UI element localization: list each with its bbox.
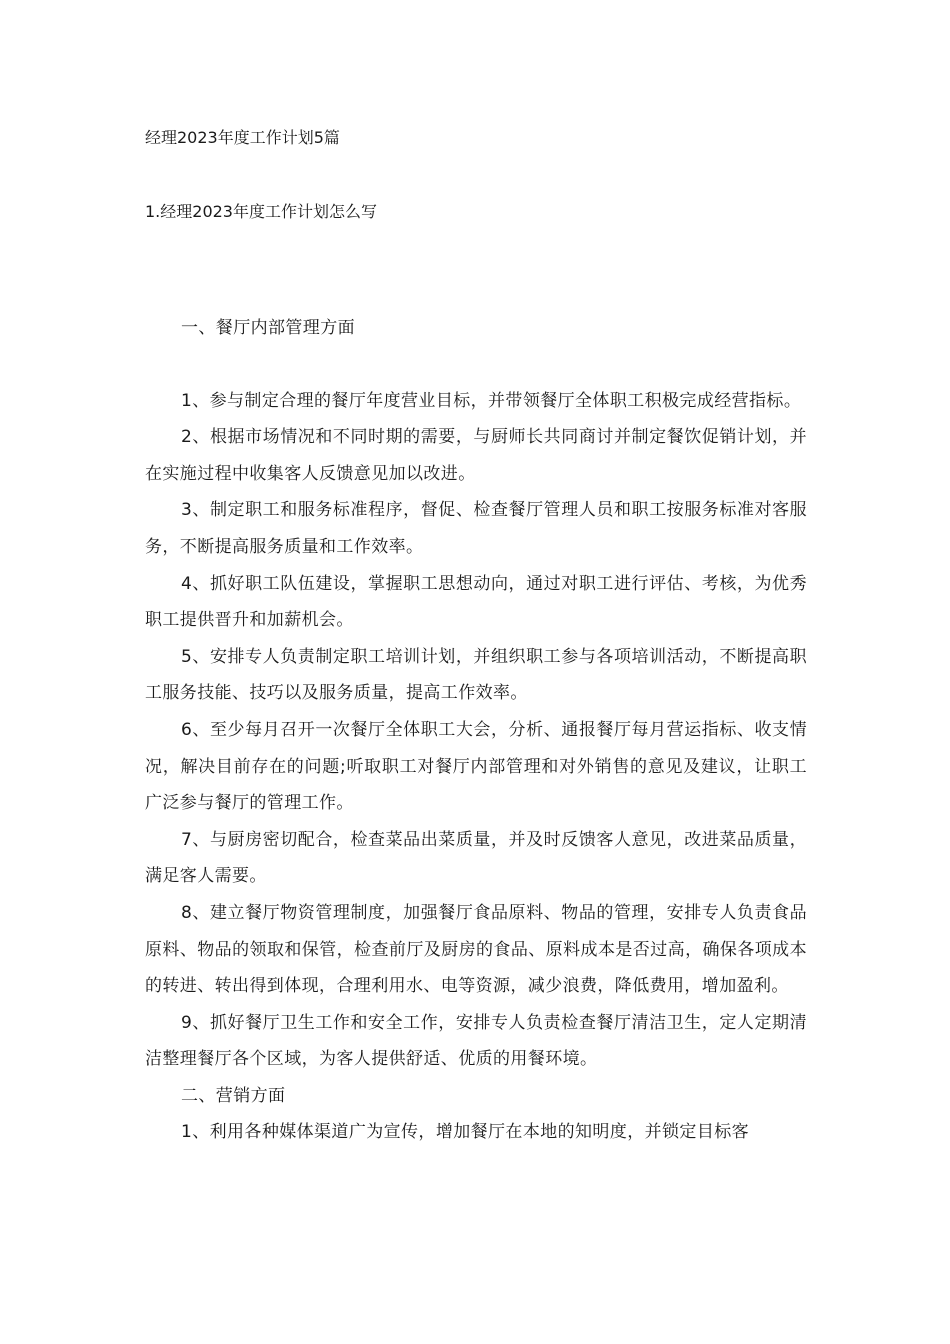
paragraph-marketing-item-1: 1、利用各种媒体渠道广为宣传，增加餐厅在本地的知明度，并锁定目标客: [181, 1122, 750, 1143]
section-heading-internal-management: 一、餐厅内部管理方面: [181, 318, 355, 338]
paragraph-item-2: 2、根据市场情况和不同时期的需要，与厨师长共同商讨并制定餐饮促销计划，并在实施过程中收集客人反馈意见加以改进。: [145, 427, 807, 484]
paragraph-item-7: 7、与厨房密切配合，检查菜品出菜质量，并及时反馈客人意见，改进菜品质量，满足客人需要。: [145, 829, 807, 887]
paragraph-item-5: 5、安排专人负责制定职工培训计划，并组织职工参与各项培训活动，不断提高职工服务技能、技巧以及服务质量，提高工作效率。: [145, 646, 807, 704]
paragraph-item-4: 4、抓好职工队伍建设，掌握职工思想动向，通过对职工进行评估、考核，为优秀职工提供晋升和加薪机会。: [145, 573, 807, 631]
section-spacer: [145, 347, 807, 383]
paragraph-item-6: 6、至少每月召开一次餐厅全体职工大会，分析、通报餐厅每月营运指标、收支情况，解决目前存在的问题;听取职工对餐厅内部管理和对外销售的意见及建议，让职工广泛参与餐厅的管理工作。: [145, 719, 807, 814]
document-subtitle: 1.经理2023年度工作计划怎么写: [145, 202, 377, 221]
section-heading-marketing: 二、营销方面: [181, 1085, 286, 1106]
paragraph-item-3: 3、制定职工和服务标准程序，督促、检查餐厅管理人员和职工按服务标准对客服务，不断提高服务质量和工作效率。: [145, 500, 807, 557]
document-title: 经理2023年度工作计划5篇: [145, 128, 340, 147]
document-body: [145, 310, 807, 1151]
paragraph-item-9: 9、抓好餐厅卫生工作和安全工作，安排专人负责检查餐厅清洁卫生，定人定期清洁整理餐厅各个区域，为客人提供舒适、优质的用餐环境。: [145, 1012, 807, 1070]
paragraph-item-1: 1、参与制定合理的餐厅年度营业目标，并带领餐厅全体职工积极完成经营指标。: [181, 390, 802, 411]
paragraph-item-8: 8、建立餐厅物资管理制度，加强餐厅食品原料、物品的管理，安排专人负责食品原料、物品的领取和保管，检查前厅及厨房的食品、原料成本是否过高，确保各项成本的转进、转出得到体现，合理利用水、电等资源，减少浪费，降低费用，增加盈利。: [145, 902, 807, 997]
